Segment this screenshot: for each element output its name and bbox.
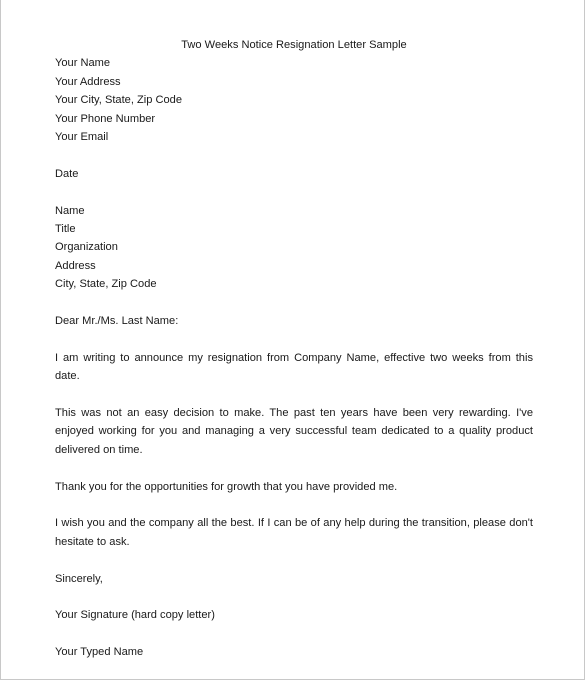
document-title: Two Weeks Notice Resignation Letter Sample (181, 39, 407, 51)
recipient-block (55, 202, 533, 294)
sender-phone: Your Phone Number (55, 112, 156, 125)
sender-address: Your Address (55, 75, 121, 88)
spacer (55, 330, 533, 348)
paragraph-resignation: I am writing to announce my resignation from Company Name, effective two weeks from this date. (55, 351, 533, 383)
recipient-city-state-zip: City, State, Zip Code (55, 278, 157, 291)
recipient-organization: Organization (55, 241, 118, 254)
spacer (55, 183, 533, 201)
spacer (55, 294, 533, 312)
typed-name: Your Typed Name (55, 646, 144, 659)
recipient-name: Name (55, 204, 85, 217)
spacer (55, 551, 533, 569)
sender-email: Your Email (55, 131, 109, 144)
spacer (55, 386, 533, 404)
letter-content (55, 36, 533, 662)
spacer (55, 496, 533, 514)
spacer (55, 625, 533, 643)
sender-city-state-zip: Your City, State, Zip Code (55, 94, 183, 107)
sender-block (55, 54, 533, 146)
salutation: Dear Mr./Ms. Last Name: (55, 315, 179, 328)
spacer (55, 459, 533, 477)
paragraph-decision: This was not an easy decision to make. The past ten years have been very rewarding. I've enjoyed working for you and managing a very successful team dedicated to a quality product delivered on time. (55, 407, 533, 456)
recipient-title: Title (55, 223, 76, 236)
closing: Sincerely, (55, 572, 103, 585)
paragraph-thanks: Thank you for the opportunities for growth that you have provided me. (55, 480, 398, 493)
spacer (55, 588, 533, 606)
sender-name: Your Name (55, 57, 111, 70)
spacer (55, 146, 533, 164)
signature: Your Signature (hard copy letter) (55, 609, 215, 622)
paragraph-wishes: I wish you and the company all the best. If I can be of any help during the transition, please don't hesitate to ask. (55, 517, 533, 548)
recipient-address: Address (55, 259, 96, 272)
letter-date: Date (55, 167, 79, 180)
